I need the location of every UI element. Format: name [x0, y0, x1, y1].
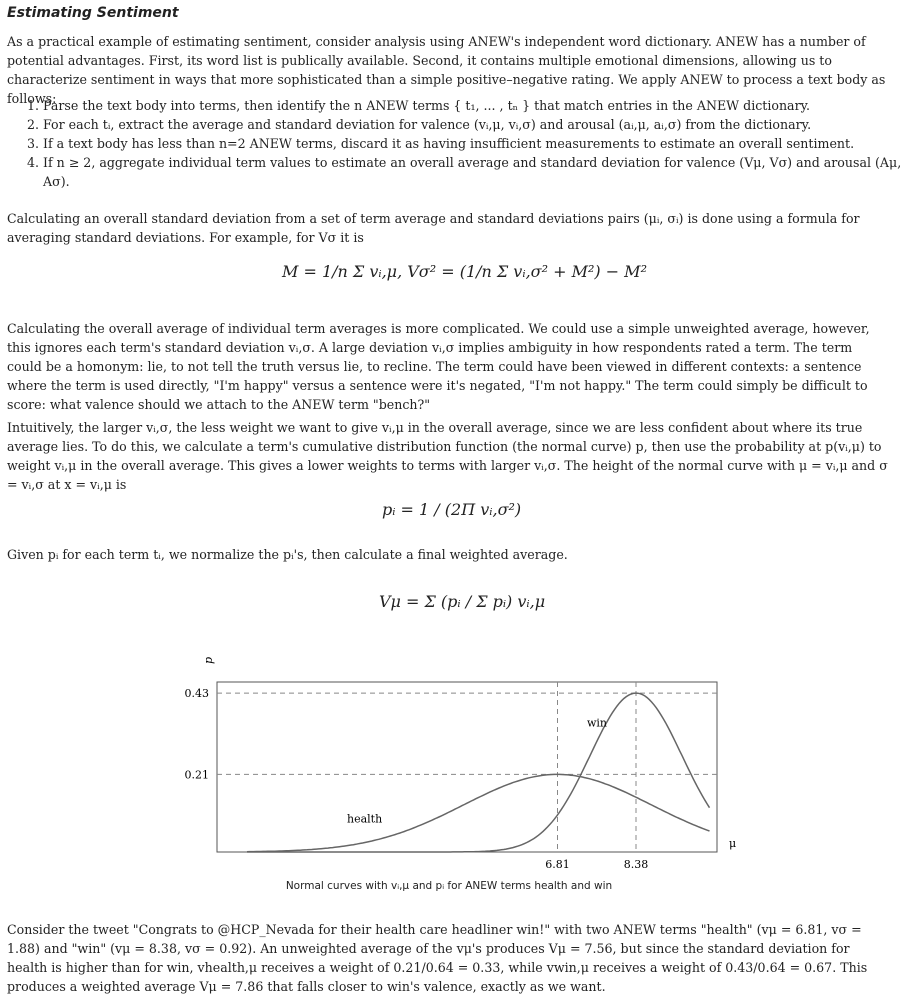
- series-label-win: win: [587, 716, 608, 730]
- equation-p: pᵢ = 1 / (2Π vᵢ,σ²): [382, 500, 522, 519]
- series-line-win: [247, 693, 710, 852]
- normal-curves-chart: [7, 650, 891, 875]
- series-line-health: [247, 774, 710, 851]
- x-tick-label: 6.81: [545, 858, 570, 871]
- equation-weighted: Vμ = Σ (pᵢ / Σ pᵢ) vᵢ,μ: [379, 592, 546, 611]
- series-label-health: health: [347, 812, 383, 826]
- steps-list: [7, 96, 902, 191]
- intro-paragraph: As a practical example of estimating sentiment, consider analysis using ANEW's independent word dictionary. ANEW has a number of potential advantages. First, its word list is publically available. Second, it contains multiple emotional dimensions, allowing us to characterize sentiment in ways that more sophisticated than a simple positive–negative rating. We apply ANEW to process a text body as follows:: [7, 34, 886, 106]
- plot-frame: [217, 682, 717, 852]
- x-tick-label: 8.38: [623, 858, 649, 871]
- chart-layer: [185, 682, 718, 871]
- sd-paragraph: Calculating an overall standard deviation from a set of term average and standard deviations pairs (μᵢ, σᵢ) is done using a formula for averaging standard deviations. For example, for Vσ it is: [7, 211, 860, 245]
- step-item: 4. If n ≥ 2, aggregate individual term values to estimate an overall average and standard deviation for valence (Vμ, Vσ) and arousal (Aμ, Aσ).: [43, 153, 902, 191]
- x-axis-label: μ: [729, 837, 737, 850]
- y-tick-label: 0.43: [184, 687, 209, 701]
- given-paragraph: Given pᵢ for each term tᵢ, we normalize the pᵢ's, then calculate a final weighted average.: [7, 547, 568, 562]
- footer-paragraph: Consider the tweet "Congrats to @HCP_Nevada for their health care headliner win!" with two ANEW terms "health" (vμ = 6.81, vσ = 1.88) and "win" (vμ = 8.38, vσ = 0.92). An unweighted average of the vμ's produces Vμ = 7.56, but since the standard deviation for health is higher than for win, vhealth,μ receives a weight of 0.21/0.64 = 0.33, while vwin,μ receives a weight of 0.43/0.64 = 0.67. This produces a weighted average Vμ = 7.86 that falls closer to win's valence, exactly as we want.: [7, 922, 868, 994]
- section-title: Estimating Sentiment: [7, 5, 179, 21]
- intuition-paragraph: Intuitively, the larger vᵢ,σ, the less weight we want to give vᵢ,μ in the overall average, since we are less confident about where its true average lies. To do this, we calculate a term's cumulative distribution function (the normal curve) p, then use the probability at p(vᵢ,μ) to weight vᵢ,μ in the overall average. This gives a lower weights to terms with larger vᵢ,σ. The height of the normal curve with μ = vᵢ,μ and σ = vᵢ,σ at x = vᵢ,μ is: [7, 420, 888, 492]
- step-item: 3. If a text body has less than n=2 ANEW terms, discard it as having insufficient measurements to estimate an overall sentiment.: [43, 134, 902, 153]
- step-item: 1. Parse the text body into terms, then identify the n ANEW terms { t₁, ... , tₙ } that match entries in the ANEW dictionary.: [43, 96, 902, 115]
- chart-caption: Normal curves with vᵢ,μ and pᵢ for ANEW terms health and win: [285, 880, 613, 892]
- equation-sd: M = 1/n Σ vᵢ,μ, Vσ² = (1/n Σ vᵢ,σ² + M²) − M²: [282, 262, 647, 281]
- step-item: 2. For each tᵢ, extract the average and standard deviation for valence (vᵢ,μ, vᵢ,σ) and arousal (aᵢ,μ, aᵢ,σ) from the dictionary.: [43, 115, 902, 134]
- average-paragraph: Calculating the overall average of individual term averages is more complicated. We could use a simple unweighted average, however, this ignores each term's standard deviation vᵢ,σ. A large deviation vᵢ,σ implies ambiguity in how respondents rated a term. The term could be a homonym: lie, to not tell the truth versus lie, to recline. The term could have been viewed in different contexts: a sentence where the term is used directly, "I'm happy" versus a sentence were it's negated, "I'm not happy." The term could simply be difficult to score: what valence should we attach to the ANEW term "bench?": [7, 321, 870, 412]
- y-tick-label: 0.21: [184, 768, 209, 782]
- y-axis-label: p: [202, 656, 215, 664]
